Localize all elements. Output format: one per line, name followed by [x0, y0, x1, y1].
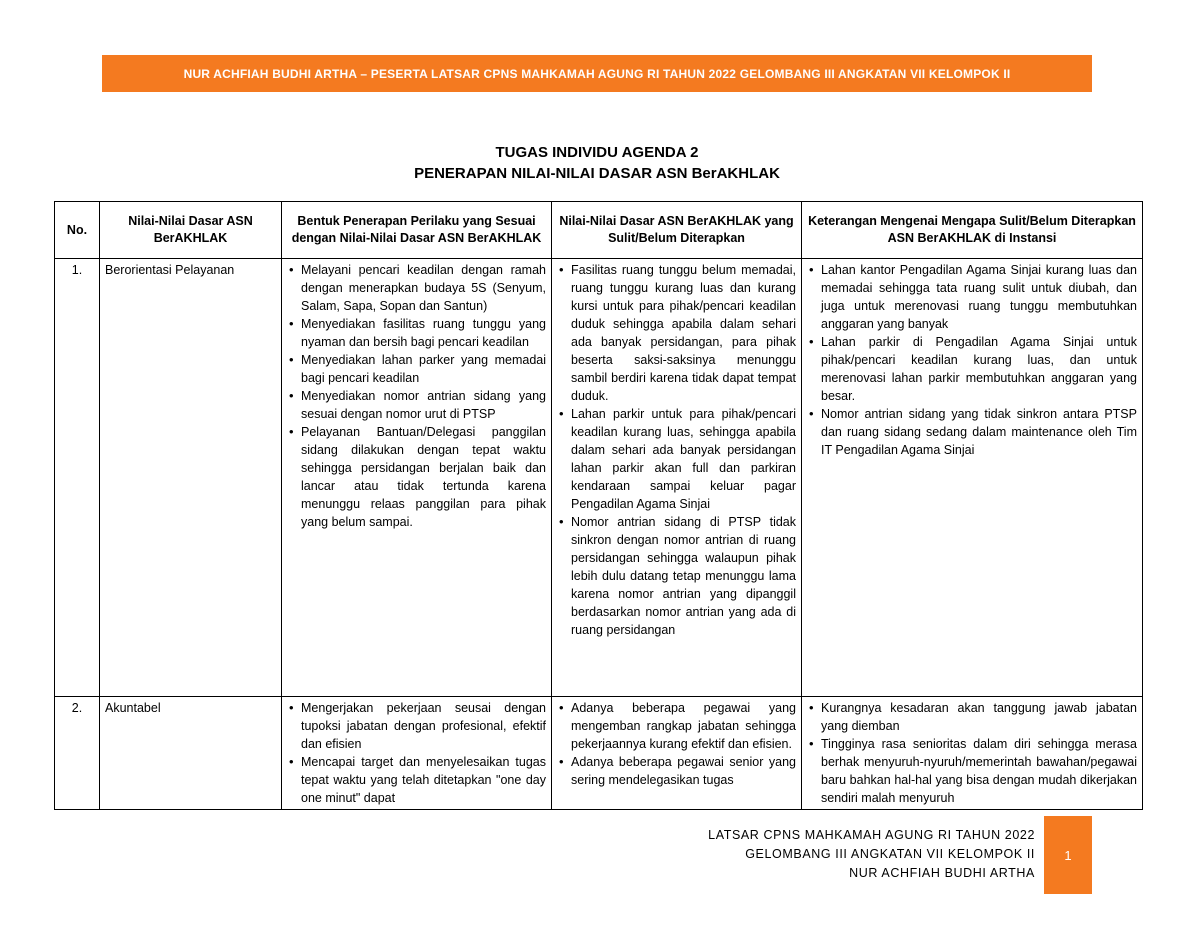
- footer-line-2: GELOMBANG III ANGKATAN VII KELOMPOK II: [745, 847, 1035, 861]
- list-item: • Lahan parkir di Pengadilan Agama Sinjai untuk pihak/pencari keadilan kurang luas, dan untuk merenovasi lahan parkir membutuhkan anggaran yang besar.: [821, 333, 1137, 405]
- row-behaviors: [282, 259, 552, 697]
- list-item: • Lahan parkir untuk para pihak/pencari keadilan kurang luas, sehingga apabila dalam sehari ada banyak persidangan lahan parkir akan full dan parkiran kendaraan sampai keluar pagar Pengadilan Agama Sinjai: [571, 405, 796, 513]
- header-reason: Keterangan Mengenai Mengapa Sulit/Belum Diterapkan ASN BerAKHLAK di Instansi: [802, 202, 1143, 259]
- table-row: [55, 697, 1143, 810]
- list-item: • Mencapai target dan menyelesaikan tugas tepat waktu yang telah ditetapkan "one day one minut" dapat: [301, 753, 546, 807]
- list-item: • Fasilitas ruang tunggu belum memadai, ruang tunggu kurang luas dan kurang kursi untuk para pihak/pencari keadilan duduk sehingga apabila dalam sehari ada banyak persidangan, para pihak beserta saksi-saksinya menunggu sambil berdiri karena tidak dapat tempat duduk.: [571, 261, 796, 405]
- list-item: • Menyediakan nomor antrian sidang yang sesuai dengan nomor urut di PTSP: [301, 387, 546, 423]
- header-no: No.: [55, 202, 100, 259]
- header-banner: NUR ACHFIAH BUDHI ARTHA – PESERTA LATSAR CPNS MAHKAMAH AGUNG RI TAHUN 2022 GELOMBANG III ANGKATAN VII KELOMPOK II: [102, 55, 1092, 92]
- page-number: 1: [1044, 816, 1092, 894]
- title-line-2: PENERAPAN NILAI-NILAI DASAR ASN BerAKHLAK: [414, 165, 780, 182]
- list-item: • Kurangnya kesadaran akan tanggung jawab jabatan yang diemban: [821, 699, 1137, 735]
- row-number: 2.: [55, 697, 100, 810]
- header-behavior: Bentuk Penerapan Perilaku yang Sesuai dengan Nilai-Nilai Dasar ASN BerAKHLAK: [282, 202, 552, 259]
- footer-text: [708, 826, 1035, 883]
- list-item: • Melayani pencari keadilan dengan ramah dengan menerapkan budaya 5S (Senyum, Salam, Sapa, Sopan dan Santun): [301, 261, 546, 315]
- row-difficult: [552, 697, 802, 810]
- list-item: • Adanya beberapa pegawai yang mengemban rangkap jabatan sehingga pekerjaannya kurang efektif dan efisien.: [571, 699, 796, 753]
- footer-line-3: NUR ACHFIAH BUDHI ARTHA: [849, 866, 1035, 880]
- list-item: • Nomor antrian sidang yang tidak sinkron antara PTSP dan ruang sidang sedang dalam maintenance oleh Tim IT Pengadilan Agama Sinjai: [821, 405, 1137, 459]
- row-value: Berorientasi Pelayanan: [100, 259, 282, 697]
- list-item: • Pelayanan Bantuan/Delegasi panggilan sidang dilakukan dengan tepat waktu sehingga persidangan berjalan baik dan lancar atau tidak tertunda karena menunggu relaas panggilan para pihak yang belum sampai.: [301, 423, 546, 531]
- values-table: [54, 201, 1143, 810]
- list-item: • Tingginya rasa senioritas dalam diri sehingga merasa berhak menyuruh-nyuruh/memerintah bawahan/pegawai baru bahkan hal-hal yang bisa dengan mudah dikerjakan sendiri malah menyuruh: [821, 735, 1137, 807]
- list-item: • Lahan kantor Pengadilan Agama Sinjai kurang luas dan memadai sehingga tata ruang sulit untuk diubah, dan juga untuk merenovasi ruang tunggu membutuhkan anggaran yang banyak: [821, 261, 1137, 333]
- footer-line-1: LATSAR CPNS MAHKAMAH AGUNG RI TAHUN 2022: [708, 828, 1035, 842]
- row-reasons: [802, 697, 1143, 810]
- list-item: • Mengerjakan pekerjaan seusai dengan tupoksi jabatan dengan profesional, efektif dan efisien: [301, 699, 546, 753]
- document-title: [102, 142, 1092, 184]
- title-line-1: TUGAS INDIVIDU AGENDA 2: [495, 144, 699, 161]
- header-value: Nilai-Nilai Dasar ASN BerAKHLAK: [100, 202, 282, 259]
- row-value: Akuntabel: [100, 697, 282, 810]
- list-item: • Nomor antrian sidang di PTSP tidak sinkron dengan nomor antrian di ruang persidangan sehingga walaupun pihak lebih dulu datang tetap menunggu lama karena nomor antrian yang dipanggil berdasarkan nomor antrian yang ada di ruang persidangan: [571, 513, 796, 639]
- table-row: [55, 259, 1143, 697]
- list-item: • Adanya beberapa pegawai senior yang sering mendelegasikan tugas: [571, 753, 796, 789]
- table-header-row: [55, 202, 1143, 259]
- list-item: • Menyediakan fasilitas ruang tunggu yang nyaman dan bersih bagi pencari keadilan: [301, 315, 546, 351]
- row-behaviors: [282, 697, 552, 810]
- row-reasons: [802, 259, 1143, 697]
- row-number: 1.: [55, 259, 100, 697]
- header-difficult: Nilai-Nilai Dasar ASN BerAKHLAK yang Sulit/Belum Diterapkan: [552, 202, 802, 259]
- row-difficult: [552, 259, 802, 697]
- list-item: • Menyediakan lahan parker yang memadai bagi pencari keadilan: [301, 351, 546, 387]
